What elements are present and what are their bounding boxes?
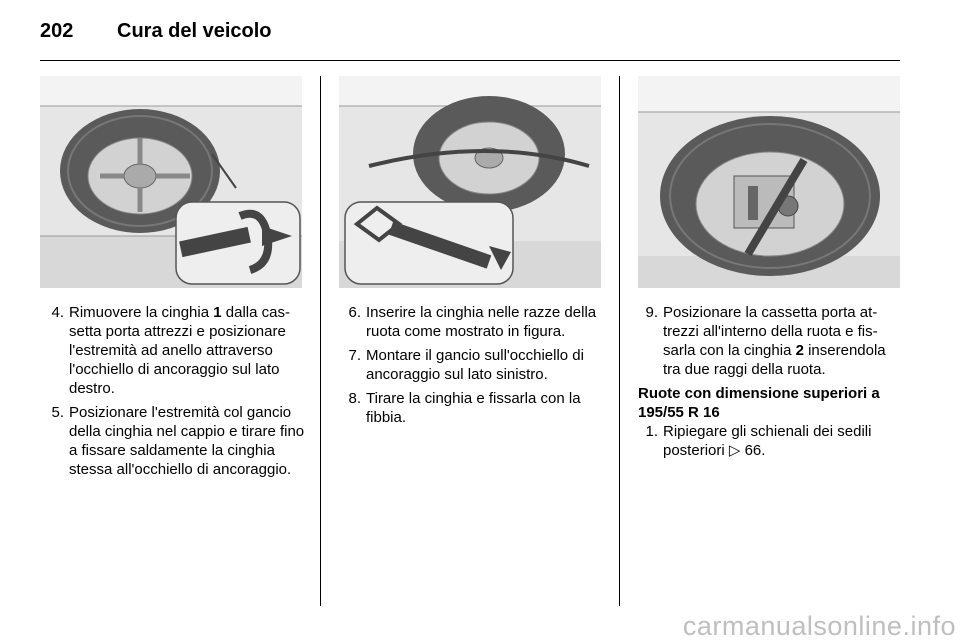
column-1	[44, 303, 314, 484]
list-item	[341, 303, 611, 341]
step-text: Rimuovere la cinghia	[69, 304, 214, 321]
step-text: dalla cassetta porta attrezzi e posizionare l'estremità ad anello attraverso l'occhiello di ancoraggio sul lato destro.	[69, 304, 290, 397]
page-number: 202	[40, 20, 74, 42]
step-number: 1.	[645, 423, 658, 440]
step-number: 8.	[348, 390, 361, 407]
subheading: Ruote con dimensione superiori a 195/55 R 16	[638, 385, 880, 421]
page-reference[interactable]: 66.	[744, 442, 766, 459]
list-item	[44, 403, 314, 479]
callout-number: 1	[213, 304, 222, 321]
step-number: 5.	[51, 404, 64, 421]
step-text: Montare il gancio sull'occhiello di ancoraggio sul lato sinistro.	[366, 347, 584, 383]
step-number: 4.	[51, 304, 64, 321]
figure-toolbox-in-wheel	[638, 76, 900, 288]
callout-number: 2	[795, 342, 804, 359]
column-divider	[619, 76, 620, 606]
list-item	[44, 303, 314, 398]
page-title: Cura del veicolo	[117, 20, 272, 42]
step-number: 9.	[645, 304, 658, 321]
step-text: Posizionare l'estremità col gancio della cinghia nel cappio e tirare fino a fissare saldamente la cinghia stessa all'occhiello di ancoraggio.	[69, 404, 305, 478]
step-text: Ripiegare gli schienali dei sedili posteriori	[663, 423, 872, 459]
figure-strap-through-spokes	[339, 76, 601, 288]
list-item	[341, 389, 611, 427]
column-divider	[320, 76, 321, 606]
column-3	[638, 303, 904, 465]
page-reference-icon: ▷	[728, 442, 741, 459]
header-rule	[40, 60, 900, 61]
column-2	[341, 303, 611, 432]
step-number: 6.	[348, 304, 361, 321]
list-item	[638, 303, 904, 379]
step-text: Inserire la cinghia nelle razze della ruota come mostrato in figura.	[366, 304, 597, 340]
step-number: 7.	[348, 347, 361, 364]
watermark: carmanualsonline.info	[682, 611, 956, 641]
step-text: Tirare la cinghia e fissarla con la fibbia.	[366, 390, 581, 426]
list-item	[341, 346, 611, 384]
step-text: inserendola tra due raggi della ruota.	[663, 342, 886, 378]
step-text: Posizionare la cassetta porta attrezzi all'interno della ruota e fissarla con la cinghia	[663, 304, 878, 359]
figure-strap-tire-trunk	[40, 76, 302, 288]
list-item	[638, 422, 904, 460]
